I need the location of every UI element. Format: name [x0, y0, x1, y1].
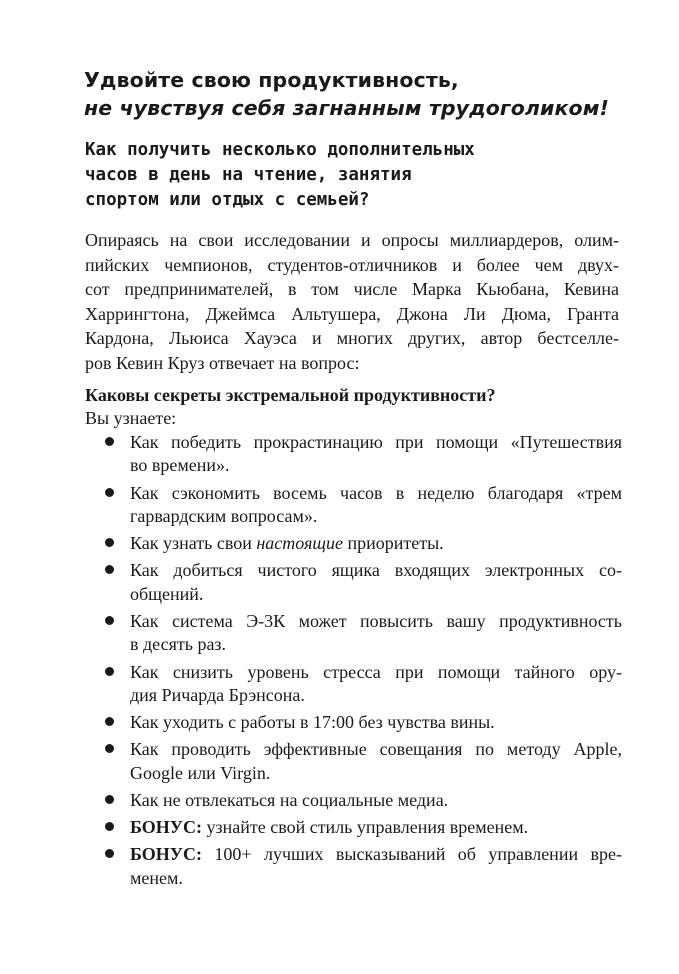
- bullet-icon: [105, 488, 114, 497]
- bullet-icon: [105, 616, 114, 625]
- list-item: Как победить прокрастинацию при помощи «Путешествия во времени».: [102, 431, 622, 478]
- bullet-icon: [105, 667, 114, 676]
- bullet-icon: [105, 565, 114, 574]
- list-item: Как проводить эффективные совещания по методу Apple, Google или Virgin.: [102, 738, 622, 785]
- list-item: Как уходить с работы в 17:00 без чувства вины.: [102, 711, 622, 734]
- intro-line-2: пийских чемпионов, студентов-отличников и более чем двух-: [85, 254, 619, 275]
- bullet-icon: [105, 849, 114, 858]
- bonus-label: БОНУС:: [130, 844, 202, 865]
- list-item: Как не отвлекаться на социальные медиа.: [102, 789, 622, 812]
- emphasis-text: настоящие: [256, 533, 343, 554]
- intro-line-3: сот предпринимателей, в том числе Марка Кьюбана, Кевина: [85, 279, 619, 300]
- subheadline-line-2: часов в день на чтение, занятия: [85, 165, 412, 185]
- headline-line-2: не чувствуя себя загнанным трудоголиком!: [84, 96, 609, 120]
- bullet-icon: [105, 538, 114, 547]
- bullet-icon: [105, 437, 114, 446]
- subheadline-line-1: Как получить несколько дополнительных: [85, 140, 475, 160]
- bonus-label: БОНУС:: [130, 817, 202, 838]
- intro-line-4: Харрингтона, Джеймса Альтушера, Джона Ли Дюма, Гранта: [85, 303, 619, 324]
- list-item: БОНУС: 100+ лучших высказываний об управлении вре- менем.: [102, 843, 622, 890]
- bullet-icon: [105, 795, 114, 804]
- list-item: Как снизить уровень стресса при помощи тайного ору- дия Ричарда Брэнсона.: [102, 661, 622, 708]
- bullet-icon: [105, 717, 114, 726]
- list-item: Как сэкономить восемь часов в неделю благодаря «трем гарвардским вопросам».: [102, 482, 622, 529]
- bullet-icon: [105, 744, 114, 753]
- headline: [84, 66, 624, 122]
- list-item: Как добиться чистого ящика входящих электронных со- общений.: [102, 559, 622, 606]
- subheadline-line-3: спортом или отдых с семьей?: [85, 190, 370, 210]
- list-item: Как узнать свои настоящие приоритеты.: [102, 532, 622, 555]
- benefits-list: [102, 431, 622, 894]
- bullet-icon: [105, 822, 114, 831]
- question-heading: Каковы секреты экстремальной продуктивности?: [85, 385, 496, 405]
- intro-paragraph: [85, 228, 619, 376]
- list-item: Как система Э-3К может повысить вашу продуктивность в десять раз.: [102, 610, 622, 657]
- intro-line-1: Опираясь на свои исследовании и опросы миллиардеров, олим-: [85, 230, 619, 250]
- intro-line-5: Кардона, Льюиса Хауэса и многих других, автор бестселле-: [85, 328, 619, 349]
- list-lead: Вы узнаете:: [85, 408, 177, 428]
- subheadline: [85, 138, 625, 213]
- headline-line-1: Удвойте свою продуктивность,: [84, 68, 459, 92]
- list-item: БОНУС: узнайте свой стиль управления временем.: [102, 816, 622, 839]
- intro-line-6: ров Кевин Круз отвечает на вопрос:: [85, 352, 360, 373]
